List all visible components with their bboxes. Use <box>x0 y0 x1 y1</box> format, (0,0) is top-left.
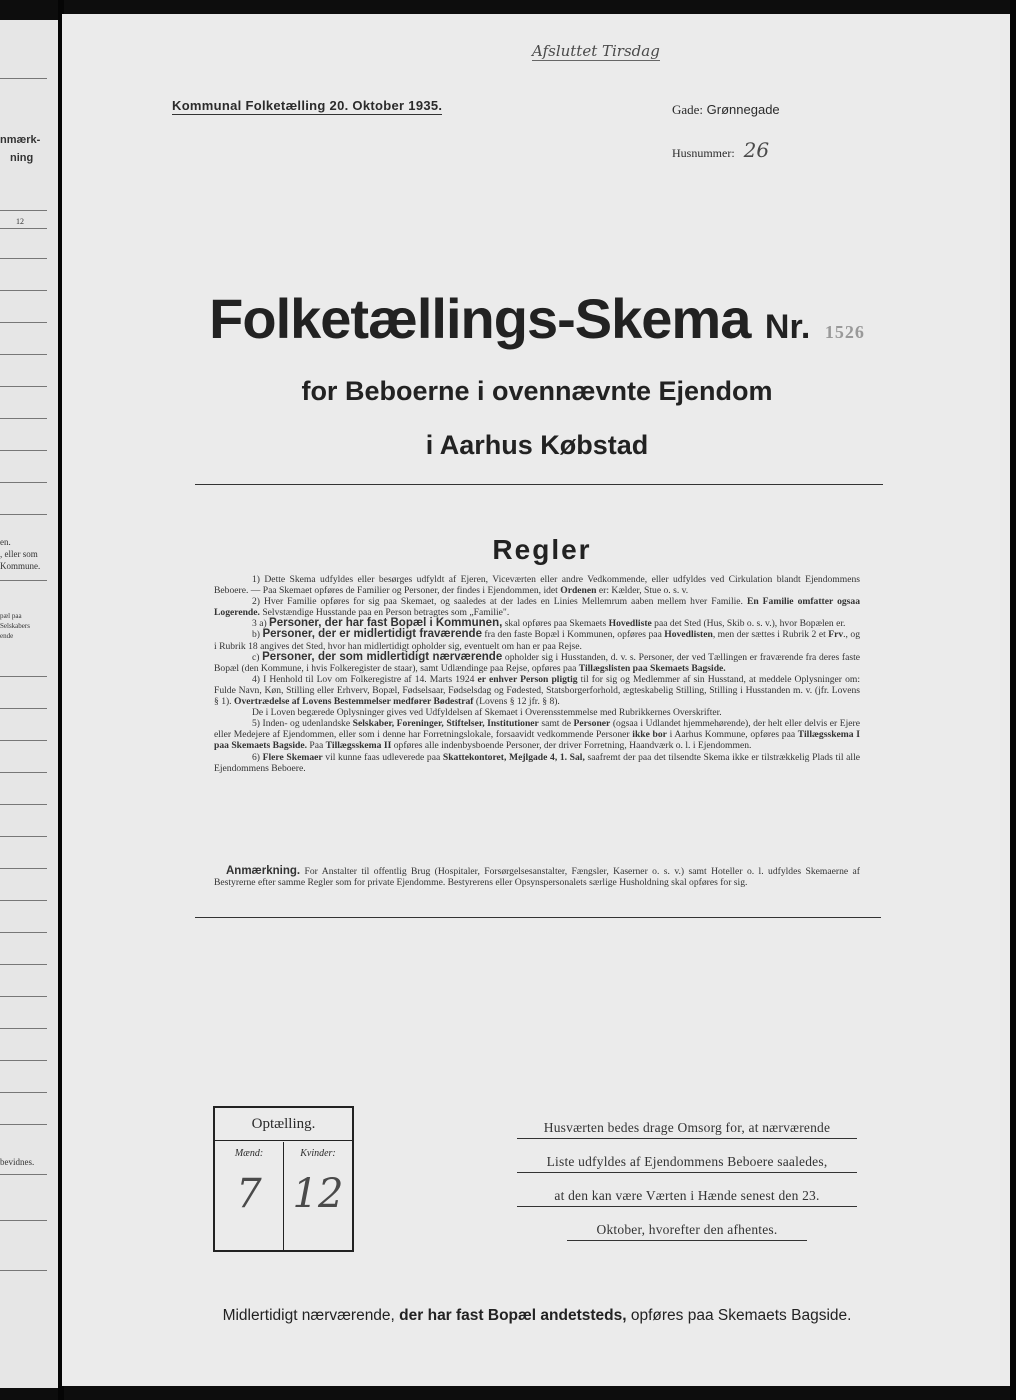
rule-4: 4) I Henhold til Lov om Folkeregistre af 14. Marts 1924 er enhver Person pligtig til for sig og Medlemmer af sin Husstand, at meddele Oplysninger om: Fulde Navn, Køn, Stilling eller Erhverv, Bopæl, Fødselsaar, Fødselsdag og Fødested, Statsborgerforhold, ægteskabelig Stilling, Stilling i Husstanden m. v. (jfr. Lovens § 1). Overtrædelse af Lovens Bestemmelser medfører Bødestraf (Lovens § 12 jfr. § 8). <box>214 673 860 708</box>
margin-rule <box>0 1174 47 1175</box>
annotation-label: Anmærkning. <box>226 865 301 877</box>
margin-rule <box>0 676 47 677</box>
margin-rule <box>0 514 47 515</box>
rule-1: 1) Dette Skema udfyldes eller besørges udfyldt af Ejeren, Viceværten eller andre Vedkommende, eller udfyldes ved Cirkulation blandt Ejendommens Beboere. — Paa Skemaet opføres de Familier og Personer, der findes i Ejendommen, idet Ordenen er: Kælder, Stue o. s. v. <box>214 574 860 597</box>
margin-heading-1: nmærk- <box>0 134 41 146</box>
count-men-column <box>215 1142 284 1250</box>
margin-rule <box>0 210 47 211</box>
notice-line-2: Liste udfyldes af Ejendommens Beboere saaledes, <box>517 1154 857 1173</box>
margin-rule <box>0 354 47 355</box>
form-title <box>62 286 1012 351</box>
margin-rule <box>0 290 47 291</box>
house-number-field <box>672 138 769 162</box>
margin-rule <box>0 900 47 901</box>
footer-pre: Midlertidigt nærværende, <box>222 1307 400 1324</box>
rule-6: 6) Flere Skemaer vil kunne faas udleverede paa Skattekontoret, Mejlgade 4, 1. Sal, saafremt der paa det tilsendte Skema ikke er tilstrækkelig Plads til alle Ejendommens Beboere. <box>214 751 861 774</box>
rules-text <box>214 574 860 774</box>
title-nr-value: 1526 <box>824 322 865 342</box>
margin-rule <box>0 1124 47 1125</box>
margin-rule <box>0 740 47 741</box>
margin-rule <box>0 708 47 709</box>
street-value: Grønnegade <box>706 102 780 117</box>
women-count: 12 <box>292 1171 344 1217</box>
notice-line-4: Oktober, hvorefter den afhentes. <box>567 1222 807 1241</box>
margin-rule <box>0 322 47 323</box>
margin-rule <box>0 1092 47 1093</box>
margin-rule <box>0 1220 47 1221</box>
margin-heading-2: ning <box>10 152 34 164</box>
margin-note2-3: ende <box>0 632 14 640</box>
annotation-paragraph <box>214 866 860 889</box>
rule-3a: 3 a) Personer, der har fast Bopæl i Kommunen, skal opføres paa Skemaets Hovedliste paa det Sted (Hus, Skib o. s. v.), hvor Bopælen er. <box>252 617 846 630</box>
margin-rule <box>0 868 47 869</box>
margin-bottom-note: bevidnes. <box>0 1157 35 1167</box>
census-date-line: Kommunal Folketælling 20. Oktober 1935. <box>172 98 443 113</box>
margin-rule <box>0 804 47 805</box>
divider-rule <box>195 917 881 918</box>
rule-2: 2) Hver Familie opføres for sig paa Skemaet, og saaledes at der lades en Linies Mellemrum aaben mellem hver Familie. En Familie omfatter ogsaa Logerende. Selvstændige Husstande paa en Person betragtes som „Familie". <box>214 596 860 619</box>
rule-5: 5) Inden- og udenlandske Selskaber, Foreninger, Stiftelser, Institutioner samt de Personer (ogsaa i Udlandet hjemmehørende), der helt eller delvis er Ejere eller Medejere af Ejendommen, eller som i denne har Forretningslokale, forsaavidt vedkommende Personer ikke bor i Aarhus Kommune, opføres paa Tillægsskema I paa Skemaets Bagside. Paa Tillægsskema II opføres alle indenbysboende Personer, der driver Forretning, Haandværk o. l. i Ejendommen. <box>214 718 860 752</box>
margin-note2-1: pæl paa <box>0 612 22 620</box>
count-box-title: Optælling. <box>215 1108 352 1141</box>
margin-rule <box>0 932 47 933</box>
census-form-page <box>62 14 1012 1386</box>
subtitle-city: i Aarhus Købstad <box>425 430 649 460</box>
street-field <box>672 102 780 118</box>
handwritten-note: Afsluttet Tirsdag <box>532 42 660 60</box>
margin-col-number: 12 <box>16 217 24 226</box>
count-women-column <box>284 1142 352 1250</box>
margin-rule <box>0 964 47 965</box>
margin-rule <box>0 1028 47 1029</box>
page-edge-shadow <box>1010 0 1016 1400</box>
margin-rule <box>0 228 47 229</box>
rule-4-note: De i Loven begærede Oplysninger gives ved Udfyldelsen af Skemaet i Overensstemmelse med Rubrikkernes Overskrifter. <box>252 707 722 719</box>
margin-rule <box>0 418 47 419</box>
margin-rule <box>0 580 47 581</box>
annotation-text: For Anstalter til offentlig Brug (Hospitaler, Forsørgelsesanstalter, Fængsler, Kaserner o. s. v.) samt Hoteller o. l. udfyldes Skemaerne af Bestyrerne efter samme Regler som for private Ejendomme. Bestyrerens eller Opsynspersonalets særlige Husholdning skal opføres for sig. <box>214 866 860 889</box>
footer-note <box>62 1307 1012 1325</box>
footer-bold: der har fast Bopæl andetsteds, <box>399 1307 627 1324</box>
street-label: Gade: <box>672 102 704 117</box>
house-number-label: Husnummer: <box>672 146 735 160</box>
margin-rule <box>0 1270 47 1271</box>
men-label: Mænd: <box>234 1148 264 1159</box>
men-count: 7 <box>236 1171 262 1217</box>
margin-note-2: , eller som <box>0 549 38 559</box>
subtitle-residents: for Beboerne i ovennævnte Ejendom <box>301 376 773 406</box>
landlord-notice <box>517 1120 857 1256</box>
rules-heading: Regler <box>492 534 592 565</box>
margin-note-1: en. <box>0 537 11 547</box>
margin-rule <box>0 996 47 997</box>
margin-rule <box>0 450 47 451</box>
footer-post: opføres paa Skemaets Bagside. <box>626 1307 852 1324</box>
margin-rule <box>0 482 47 483</box>
women-label: Kvinder: <box>300 1148 336 1159</box>
margin-rule <box>0 386 47 387</box>
notice-line-3: at den kan være Værten i Hænde senest den 23. <box>517 1188 857 1207</box>
margin-rule <box>0 1060 47 1061</box>
divider-rule <box>195 484 883 485</box>
margin-rule <box>0 772 47 773</box>
rule-3b: b) Personer, der er midlertidigt fraværende fra den faste Bopæl i Kommunen, opføres paa Hovedlisten, men der sættes i Rubrik 2 et Frv., og i Rubrik 18 angives det Sted, hvor han midlertidigt opholder sig, eventuelt om han er paa Rejse. <box>214 628 860 652</box>
rule-3c: c) Personer, der som midlertidigt nærværende opholder sig i Husstanden, d. v. s. Personer, der ved Tællingen er fraværende fra deres faste Bopæl (den Kommune, i hvis Folkeregister de staar), samt Udlændinge paa Rejse, opføres paa Tillægslisten paa Skemaets Bagside. <box>214 650 860 674</box>
margin-rule <box>0 78 47 79</box>
notice-line-1: Husværten bedes drage Omsorg for, at nærværende <box>517 1120 857 1139</box>
title-nr-label: Nr. <box>764 308 811 346</box>
margin-rule <box>0 258 47 259</box>
title-main: Folketællings-Skema <box>209 287 751 350</box>
count-box <box>213 1106 354 1252</box>
margin-note-3: Kommune. <box>0 561 41 571</box>
house-number-value: 26 <box>743 138 770 162</box>
left-page-margin <box>0 20 60 1388</box>
margin-rule <box>0 836 47 837</box>
margin-note2-2: Selskabers <box>0 622 30 630</box>
